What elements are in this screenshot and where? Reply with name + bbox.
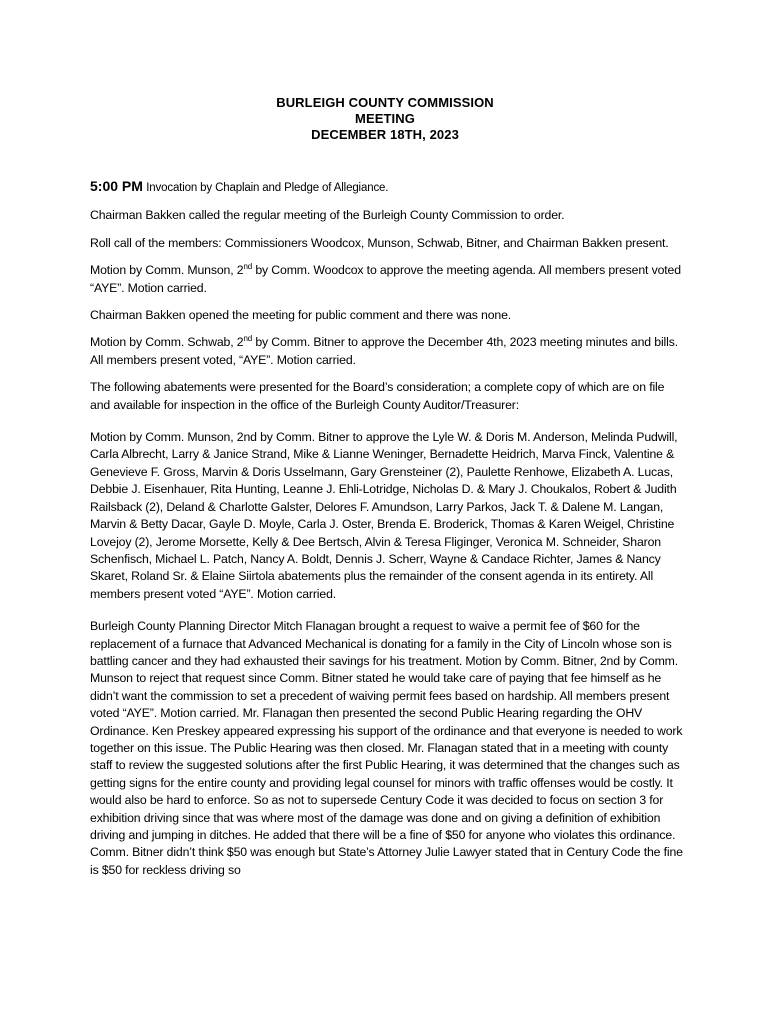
document-header <box>0 95 770 143</box>
header-subtitle: MEETING <box>355 111 415 126</box>
motion-text: by Comm. Bitner to approve the December 4th, 2023 meeting minutes and bills. All members present voted, “AYE”. Motion carried. <box>90 335 678 367</box>
paragraph-roll-call: Roll call of the members: Commissioners Woodcox, Munson, Schwab, Bitner, and Chairman Bakken present. <box>90 235 669 250</box>
paragraph-abatements-intro: The following abatements were presented for the Board’s consideration; a complete copy of which are on file and available for inspection in the office of the Burleigh County Auditor/Treasurer: <box>90 380 665 412</box>
paragraph-public-comment: Chairman Bakken opened the meeting for public comment and there was none. <box>90 308 512 323</box>
ordinal-suffix: nd <box>243 334 253 344</box>
motion-text: Motion by Comm. Munson, 2 <box>90 263 244 278</box>
invocation-text: Invocation by Chaplain and Pledge of Allegiance. <box>146 182 389 194</box>
paragraph-agenda-motion <box>90 262 685 297</box>
paragraph-call-to-order: Chairman Bakken called the regular meeting of the Burleigh County Commission to order. <box>90 208 565 223</box>
minutes-body <box>90 178 685 889</box>
paragraph-invocation <box>90 178 685 197</box>
header-date: DECEMBER 18TH, 2023 <box>311 127 459 142</box>
ordinal-suffix: nd <box>243 262 253 272</box>
paragraph-abatements-motion: Motion by Comm. Munson, 2nd by Comm. Bitner to approve the Lyle W. & Doris M. Anderson, Melinda Pudwill, Carla Albrecht, Larry & Janice Strand, Mike & Lianne Weninger, Bernadette Heidrich, Marva Finck, Valentine & Genevieve F. Gross, Marvin & Doris Usselmann, Gary Grensteiner (2), Paulette Renhowe, Elizabeth A. Lucas, Debbie J. Eisenhauer, Rita Hunting, Leanne J. Ehli-Lotridge, Nicholas D. & Mary J. Choukalos, Robert & Judith Railsback (2), Deland & Charlotte Galster, Delores F. Amundson, Larry Parkos, Jack T. & Dalene M. Langan, Marvin & Betty Dacar, Gayle D. Moyle, Carla J. Oster, Brenda E. Broderick, Thomas & Karen Weigel, Christine Lovejoy (2), Jerome Morsette, Kelly & Dee Bertsch, Alvin & Teresa Fliginger, Veronica M. Schneider, Sharon Schenfisch, Michael L. Patch, Nancy A. Boldt, Dennis J. Scherr, Wayne & Candace Richter, James & Nancy Skaret, Roland Sr. & Elaine Siirtola abatements plus the remainder of the consent agenda in its entirety. All members present voted “AYE”. Motion carried. <box>90 430 678 601</box>
motion-text: by Comm. Woodcox to approve the meeting agenda. All members present voted “AYE”. Motion carried. <box>90 263 681 295</box>
paragraph-minutes-motion <box>90 334 685 369</box>
meeting-time: 5:00 PM <box>90 178 143 194</box>
paragraph-planning-director: Burleigh County Planning Director Mitch Flanagan brought a request to waive a permit fee of $60 for the replacement of a furnace that Advanced Mechanical is donating for a family in the City of Lincoln whose son is battling cancer and they had exhausted their savings for his treatment. Motion by Comm. Bitner, 2nd by Comm. Munson to reject that request since Comm. Bitner stated he would take care of paying that fee himself as he didn’t want the commission to set a precedent of waiving permit fees based on hardship. All members present voted “AYE”. Motion carried. Mr. Flanagan then presented the second Public Hearing regarding the OHV Ordinance. Ken Preskey appeared expressing his support of the ordinance and that everyone is needed to work together on this issue. The Public Hearing was then closed. Mr. Flanagan stated that in a meeting with county staff to review the suggested solutions after the first Public Hearing, it was determined that the changes such as getting signs for the entire county and providing legal counsel for minors with traffic offenses would be costly. It would also be hard to enforce. So as not to supersede Century Code it was decided to focus on section 3 for exhibition driving since that was where most of the damage was done and on giving a definition of exhibition driving and jumping in ditches. He added that there will be a fine of $50 for anyone who violates this ordinance. Comm. Bitner didn’t think $50 was enough but State’s Attorney Julie Lawyer stated that in Century Code the fine is $50 for reckless driving so <box>90 619 683 877</box>
motion-text: Motion by Comm. Schwab, 2 <box>90 335 244 350</box>
header-title: BURLEIGH COUNTY COMMISSION <box>276 95 494 110</box>
